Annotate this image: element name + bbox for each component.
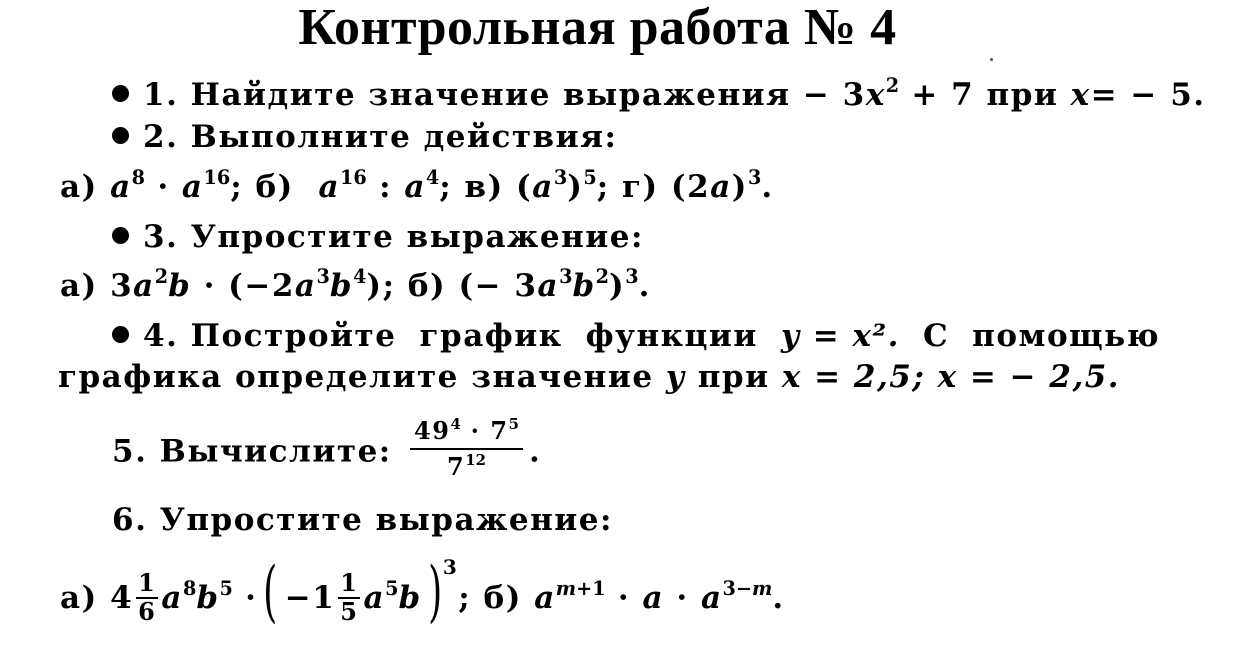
task-1-number: 1. xyxy=(143,77,179,113)
task-3 xyxy=(112,217,644,257)
task-3-number: 3. xyxy=(143,219,179,255)
task-4-word-3: функции xyxy=(585,318,758,354)
task-4-word-5: С xyxy=(922,318,950,354)
task-3-expr-a: $3a^2b \cdot (-2a^3b^4)$; xyxy=(110,264,396,304)
task-5-denominator: $7^{12}$ xyxy=(447,450,486,481)
task-2-items xyxy=(60,167,774,207)
task-2-label-v: в) xyxy=(464,169,504,205)
task-4-line-2-text: графика определите значение xyxy=(58,359,654,395)
task-2-text: Выполните действия: xyxy=(190,119,618,155)
task-6-text: Упростите выражение: xyxy=(159,502,613,538)
task-5-fraction xyxy=(410,416,523,482)
task-6-label-b: б) xyxy=(483,580,522,616)
task-2-expr-g: $(2a)^3$. xyxy=(670,165,774,205)
bullet-icon xyxy=(112,326,129,343)
task-4-number: 4. xyxy=(143,318,179,354)
task-4-word-4: y = x². xyxy=(780,318,900,354)
bullet-icon xyxy=(112,85,129,102)
task-6-expr-a: 4 $\frac{1}{6}$ $a^8b^5$ ·( −1 $\frac{1}{5}$ $a^5b)^3$; xyxy=(110,553,484,630)
task-3-expr-b: (− $3a^3b^2)^3$. xyxy=(458,264,651,304)
task-6 xyxy=(112,500,613,540)
task-5-text: Вычислите: xyxy=(159,433,392,470)
task-2-label-a: а) xyxy=(60,169,98,205)
bullet-icon xyxy=(112,127,129,144)
task-4-word-2: график xyxy=(419,318,563,354)
task-4-cond: x = 2,5; x = − 2,5. xyxy=(781,359,1121,395)
task-5-numerator: $49^4 \cdot 7^5$ xyxy=(410,416,523,450)
bullet-icon xyxy=(112,227,129,244)
task-3-text: Упростите выражение: xyxy=(190,219,644,255)
task-1-cond-var: x xyxy=(1070,77,1091,113)
task-5: 5. Вычислите: $\frac{49^4 \cdot 7^5}{7^{12}}$ . xyxy=(112,414,542,481)
task-6-items xyxy=(60,553,785,630)
task-5-number: 5. xyxy=(112,433,148,470)
task-1-expr: − $3x^2 + 7$ xyxy=(802,73,975,113)
task-2-label-b: б) xyxy=(255,169,294,205)
task-1-cond: = − 5. xyxy=(1090,77,1206,113)
task-4-line-2 xyxy=(58,357,1120,397)
task-4-line-1 xyxy=(112,316,1160,356)
task-2-label-g: г) xyxy=(621,169,659,205)
task-1-at: при xyxy=(986,77,1059,113)
task-2-expr-a: $a^8 \cdot a^{16}$; xyxy=(110,165,244,205)
task-2-expr-v: $(a^3)^5$; xyxy=(516,165,610,205)
page-title: Контрольная работа № 4 xyxy=(298,0,897,56)
task-2-expr-b: $a^{16}$ : $a^4$; xyxy=(318,165,453,205)
task-4-word-1: Постройте xyxy=(190,318,397,354)
task-1-text: Найдите значение выражения xyxy=(190,77,791,113)
task-3-label-b: б) xyxy=(407,268,447,304)
task-3-items xyxy=(60,266,651,306)
task-6-number: 6. xyxy=(112,502,148,538)
task-4-at: при xyxy=(697,359,770,395)
task-2-number: 2. xyxy=(143,119,179,155)
task-4-word-6: помощью xyxy=(972,318,1160,354)
task-3-label-a: а) xyxy=(60,268,98,304)
task-2 xyxy=(112,117,617,157)
task-1 xyxy=(112,75,1206,115)
speck xyxy=(990,58,993,61)
task-6-label-a: а) xyxy=(60,580,98,616)
task-4-var-y: y xyxy=(665,359,686,395)
task-6-expr-b: $a^{m+1} \cdot a \cdot a^{3-m}$. xyxy=(534,576,785,616)
